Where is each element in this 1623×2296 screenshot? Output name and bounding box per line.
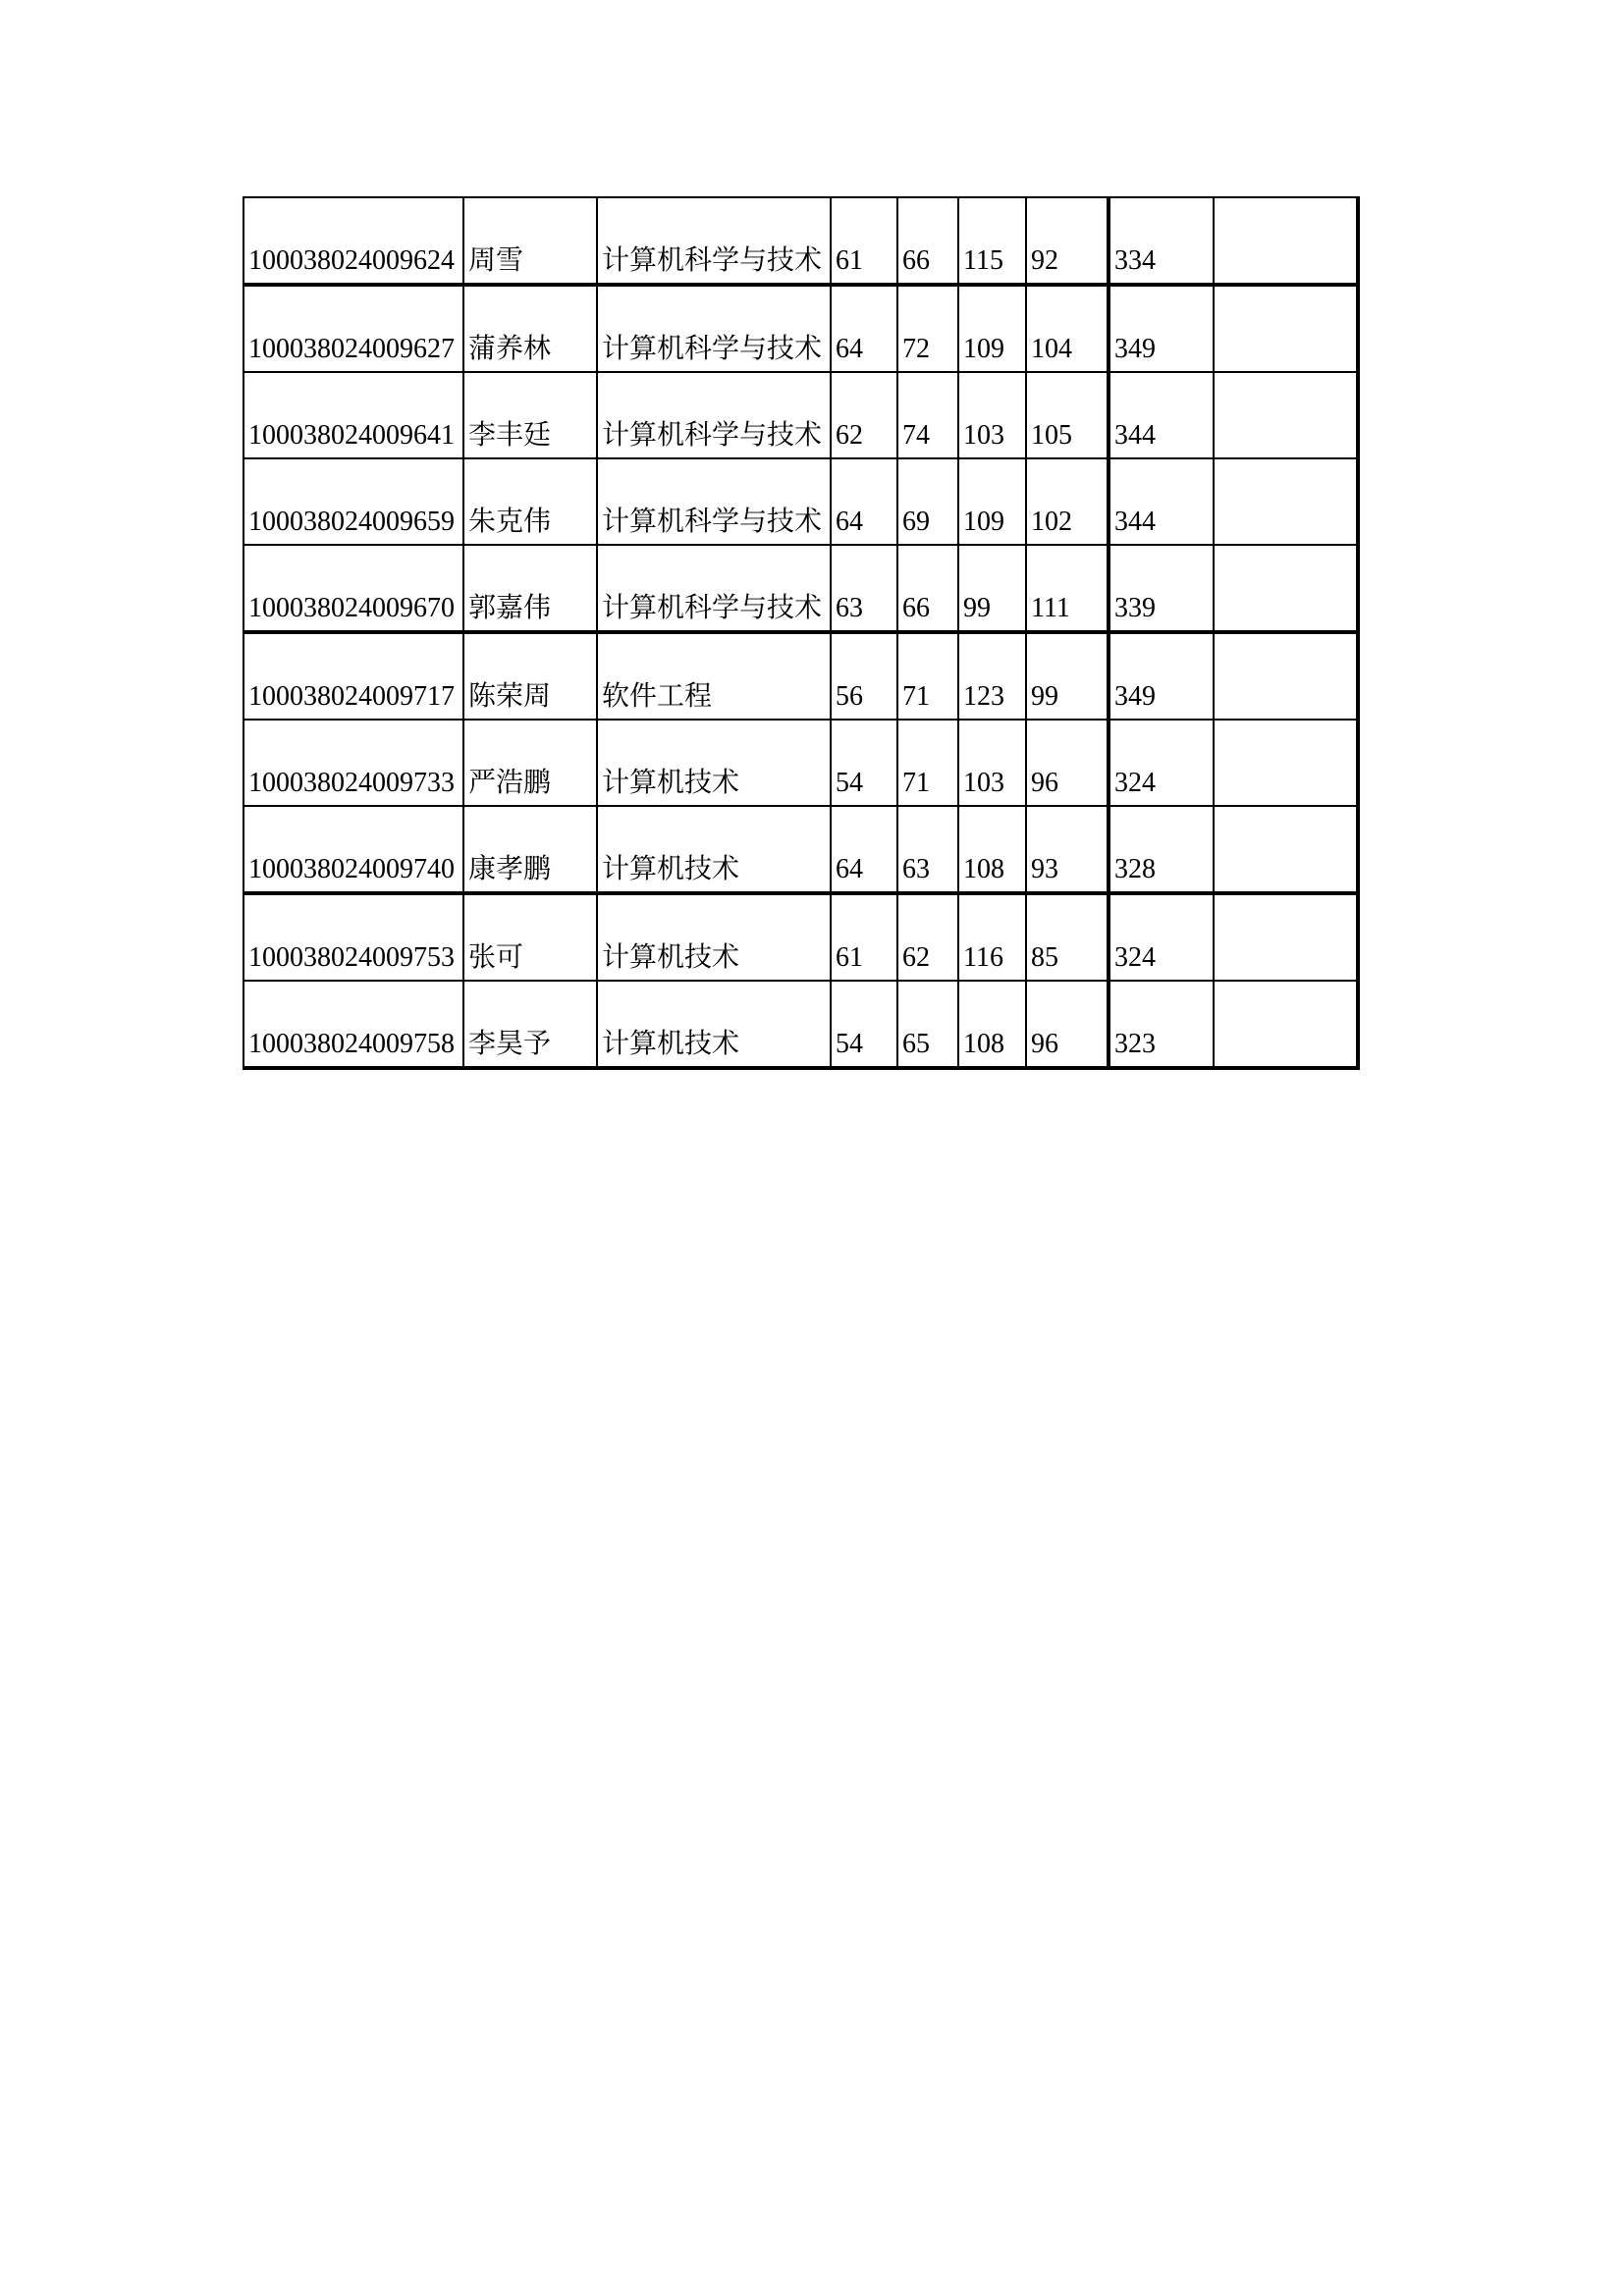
cell-blank (1214, 545, 1358, 632)
cell-score-1: 64 (831, 806, 897, 893)
cell-score-3: 99 (958, 545, 1026, 632)
cell-score-4: 111 (1026, 545, 1109, 632)
cell-blank (1214, 285, 1358, 372)
cell-score-1: 61 (831, 893, 897, 981)
cell-score-3: 108 (958, 981, 1026, 1068)
table-row (243, 545, 1358, 632)
cell-score-2: 69 (897, 458, 958, 545)
cell-candidate-id: 100038024009733 (243, 720, 463, 806)
cell-total: 339 (1109, 545, 1214, 632)
cell-blank (1214, 720, 1358, 806)
cell-candidate-id: 100038024009659 (243, 458, 463, 545)
cell-blank (1214, 893, 1358, 981)
cell-name: 蒲养林 (463, 285, 597, 372)
cell-candidate-id: 100038024009753 (243, 893, 463, 981)
cell-major: 计算机技术 (597, 720, 831, 806)
cell-score-3: 123 (958, 632, 1026, 720)
table-row (243, 372, 1358, 458)
cell-score-2: 66 (897, 545, 958, 632)
cell-score-4: 105 (1026, 372, 1109, 458)
cell-blank (1214, 372, 1358, 458)
cell-total: 328 (1109, 806, 1214, 893)
cell-score-3: 109 (958, 458, 1026, 545)
cell-candidate-id: 100038024009624 (243, 197, 463, 285)
cell-score-4: 92 (1026, 197, 1109, 285)
cell-score-1: 56 (831, 632, 897, 720)
cell-name: 李丰廷 (463, 372, 597, 458)
cell-score-2: 66 (897, 197, 958, 285)
cell-score-1: 54 (831, 981, 897, 1068)
table-row (243, 197, 1358, 285)
cell-total: 334 (1109, 197, 1214, 285)
cell-name: 朱克伟 (463, 458, 597, 545)
cell-blank (1214, 197, 1358, 285)
cell-score-4: 104 (1026, 285, 1109, 372)
cell-total: 349 (1109, 632, 1214, 720)
cell-candidate-id: 100038024009627 (243, 285, 463, 372)
cell-score-2: 72 (897, 285, 958, 372)
cell-blank (1214, 806, 1358, 893)
table-row (243, 981, 1358, 1068)
cell-major: 软件工程 (597, 632, 831, 720)
cell-score-3: 108 (958, 806, 1026, 893)
cell-total: 324 (1109, 720, 1214, 806)
cell-score-4: 96 (1026, 981, 1109, 1068)
cell-candidate-id: 100038024009758 (243, 981, 463, 1068)
cell-score-1: 61 (831, 197, 897, 285)
cell-score-2: 71 (897, 720, 958, 806)
cell-score-3: 115 (958, 197, 1026, 285)
cell-total: 344 (1109, 458, 1214, 545)
cell-name: 严浩鹏 (463, 720, 597, 806)
cell-major: 计算机科学与技术 (597, 545, 831, 632)
cell-score-4: 93 (1026, 806, 1109, 893)
table-row (243, 893, 1358, 981)
cell-score-1: 54 (831, 720, 897, 806)
table-row (243, 632, 1358, 720)
cell-major: 计算机技术 (597, 893, 831, 981)
cell-candidate-id: 100038024009641 (243, 372, 463, 458)
cell-total: 324 (1109, 893, 1214, 981)
table-row (243, 806, 1358, 893)
cell-total: 349 (1109, 285, 1214, 372)
cell-candidate-id: 100038024009670 (243, 545, 463, 632)
cell-total: 344 (1109, 372, 1214, 458)
cell-score-1: 64 (831, 285, 897, 372)
cell-score-3: 103 (958, 372, 1026, 458)
cell-major: 计算机技术 (597, 806, 831, 893)
cell-name: 李昊予 (463, 981, 597, 1068)
cell-score-2: 65 (897, 981, 958, 1068)
cell-score-1: 64 (831, 458, 897, 545)
cell-score-4: 85 (1026, 893, 1109, 981)
cell-score-2: 63 (897, 806, 958, 893)
table-row (243, 720, 1358, 806)
cell-name: 周雪 (463, 197, 597, 285)
cell-score-2: 74 (897, 372, 958, 458)
cell-candidate-id: 100038024009717 (243, 632, 463, 720)
cell-blank (1214, 981, 1358, 1068)
cell-name: 陈荣周 (463, 632, 597, 720)
cell-score-2: 62 (897, 893, 958, 981)
cell-score-4: 99 (1026, 632, 1109, 720)
cell-blank (1214, 632, 1358, 720)
cell-name: 张可 (463, 893, 597, 981)
scores-table (243, 196, 1360, 1070)
cell-score-3: 109 (958, 285, 1026, 372)
cell-candidate-id: 100038024009740 (243, 806, 463, 893)
cell-blank (1214, 458, 1358, 545)
cell-score-3: 103 (958, 720, 1026, 806)
cell-score-4: 96 (1026, 720, 1109, 806)
cell-name: 康孝鹏 (463, 806, 597, 893)
table-row (243, 458, 1358, 545)
cell-total: 323 (1109, 981, 1214, 1068)
cell-name: 郭嘉伟 (463, 545, 597, 632)
table-body (243, 197, 1358, 1068)
cell-score-2: 71 (897, 632, 958, 720)
cell-score-1: 62 (831, 372, 897, 458)
cell-score-1: 63 (831, 545, 897, 632)
cell-major: 计算机科学与技术 (597, 372, 831, 458)
cell-major: 计算机科学与技术 (597, 285, 831, 372)
table-row (243, 285, 1358, 372)
cell-major: 计算机科学与技术 (597, 197, 831, 285)
cell-major: 计算机科学与技术 (597, 458, 831, 545)
cell-score-3: 116 (958, 893, 1026, 981)
cell-score-4: 102 (1026, 458, 1109, 545)
cell-major: 计算机技术 (597, 981, 831, 1068)
